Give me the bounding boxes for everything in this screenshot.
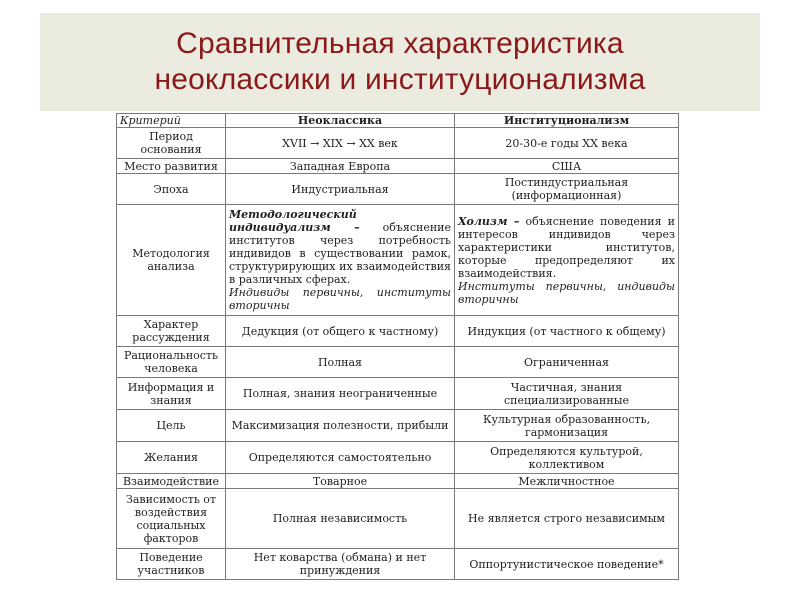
institutionalism-cell: Не является строго независимым (455, 489, 679, 549)
neoclassic-cell: Нет коварства (обмана) и нет принуждения (226, 549, 455, 580)
table-row (117, 474, 679, 489)
table-row (117, 159, 679, 174)
table-row (117, 205, 679, 316)
institutionalism-cell: Межличностное (455, 474, 679, 489)
row-criterion: Характер рассуждения (117, 316, 226, 347)
institutionalism-cell: США (455, 159, 679, 174)
methodology-lead: Методологический индивидуализм – (229, 208, 360, 234)
table-header-row (117, 114, 679, 128)
neoclassic-cell: Определяются самостоятельно (226, 442, 455, 474)
neoclassic-cell: Полная независимость (226, 489, 455, 549)
title-line-1: Сравнительная характеристика (176, 27, 624, 60)
table-row (117, 489, 679, 549)
table-row (117, 378, 679, 410)
table-row (117, 410, 679, 442)
header-criterion: Критерий (117, 114, 226, 128)
methodology-body: объяснение поведения и интересов индивидов через характеристики институтов, которые предопределяют их взаимодействия. (458, 214, 675, 280)
neoclassic-cell: Полная (226, 347, 455, 378)
neoclassic-cell: Товарное (226, 474, 455, 489)
comparison-table (116, 113, 679, 580)
row-criterion: Цель (117, 410, 226, 442)
methodology-note: Институты первичны, индивиды вторичны (458, 279, 675, 306)
header-neoclassic: Неоклассика (226, 114, 455, 128)
row-criterion: Место развития (117, 159, 226, 174)
table-row (117, 347, 679, 378)
row-criterion: Период основания (117, 128, 226, 159)
neoclassic-cell: Индустриальная (226, 174, 455, 205)
row-criterion: Желания (117, 442, 226, 474)
table-row (117, 442, 679, 474)
row-criterion: Рациональность человека (117, 347, 226, 378)
institutionalism-cell: Частичная, знания специализированные (455, 378, 679, 410)
row-criterion: Эпоха (117, 174, 226, 205)
neoclassic-cell: Полная, знания неограниченные (226, 378, 455, 410)
row-criterion: Зависимость от воздействия социальных факторов (117, 489, 226, 549)
table-row (117, 128, 679, 159)
header-institutionalism: Институционализм (455, 114, 679, 128)
methodology-note: Индивиды первичны, институты вторичны (229, 286, 451, 312)
institutionalism-cell: Оппортунистическое поведение* (455, 549, 679, 580)
row-criterion: Информация и знания (117, 378, 226, 410)
institutionalism-cell (455, 205, 679, 316)
institutionalism-cell: Постиндустриальная (информационная) (455, 174, 679, 205)
table-row (117, 549, 679, 580)
neoclassic-cell: Дедукция (от общего к частному) (226, 316, 455, 347)
institutionalism-cell: Ограниченная (455, 347, 679, 378)
institutionalism-cell: Индукция (от частного к общему) (455, 316, 679, 347)
methodology-body: объяснение институтов через потребность индивидов в существовании рамок, структурирующих их взаимодействия в различных сферах. (229, 221, 451, 286)
row-criterion: Взаимодействие (117, 474, 226, 489)
neoclassic-cell: Максимизация полезности, прибыли (226, 410, 455, 442)
institutionalism-cell: 20-30-е годы XX века (455, 128, 679, 159)
institutionalism-cell: Культурная образованность, гармонизация (455, 410, 679, 442)
row-criterion: Поведение участников (117, 549, 226, 580)
slide-title (40, 26, 760, 98)
institutionalism-cell: Определяются культурой, коллективом (455, 442, 679, 474)
table-row (117, 316, 679, 347)
title-line-2: неоклассики и институционализма (154, 63, 646, 96)
neoclassic-cell: XVII → XIX → XX век (226, 128, 455, 159)
neoclassic-cell: Западная Европа (226, 159, 455, 174)
row-criterion: Методология анализа (117, 205, 226, 316)
neoclassic-cell (226, 205, 455, 316)
table-row (117, 174, 679, 205)
methodology-lead: Холизм – (458, 214, 520, 228)
